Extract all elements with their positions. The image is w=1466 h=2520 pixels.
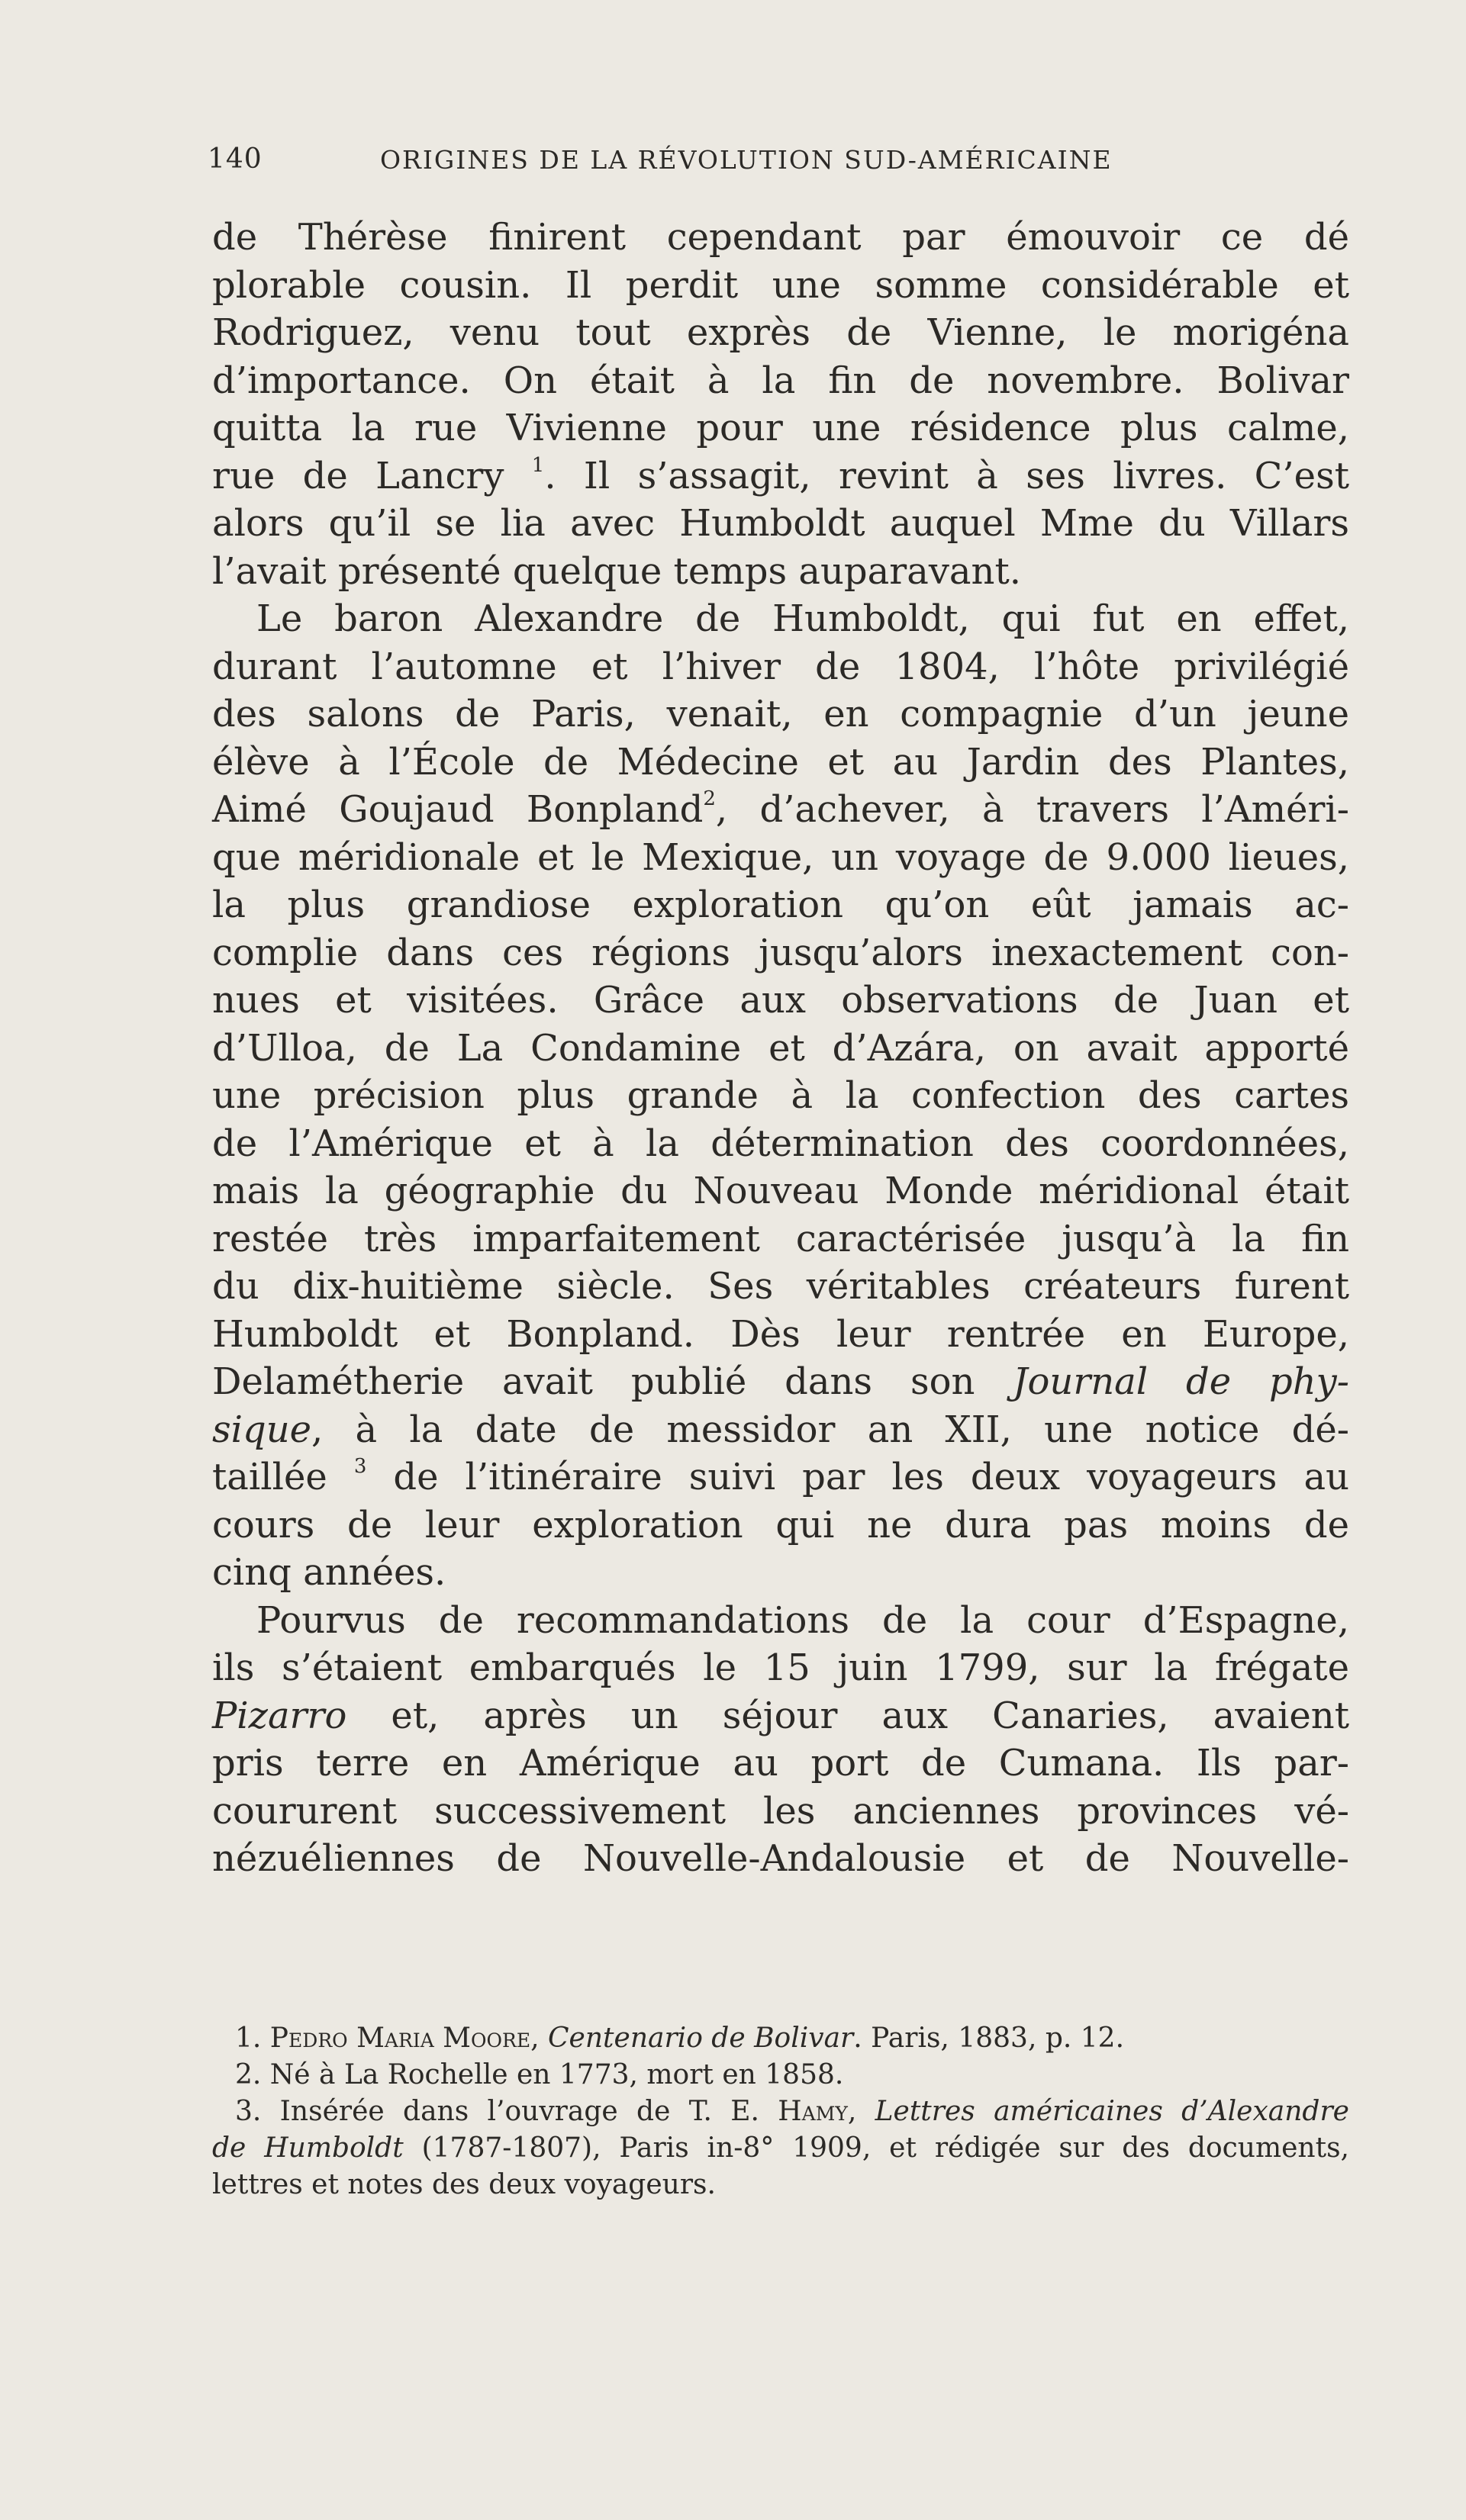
text-line: Humboldt et Bonpland. Dès leur rentrée en Europe,	[212, 1312, 1349, 1356]
text-segment: , à la date de messidor an XII, une notice dé-	[311, 1408, 1349, 1451]
text-segment: et, après un séjour aux Canaries, avaient	[346, 1694, 1349, 1737]
text-line: plorable cousin. Il perdit une somme considérable et	[212, 263, 1349, 307]
text-line	[212, 1358, 1349, 1406]
text-line	[212, 786, 1349, 834]
running-title: ORIGINES DE LA RÉVOLUTION SUD-AMÉRICAINE	[380, 145, 1113, 175]
text-line: ils s’étaient embarqués le 15 juin 1799, sur la frégate	[212, 1646, 1349, 1689]
text-line: l’avait présenté quelque temps auparavant.	[212, 549, 1022, 593]
paragraph-start: Pourvus de recommandations de la cour d’Espagne,	[256, 1598, 1349, 1642]
text-line: nues et visitées. Grâce aux observations de Juan et	[212, 979, 1349, 1022]
page-number: 140	[208, 143, 263, 175]
footnote-3	[212, 2094, 1349, 2130]
text-line	[212, 1453, 1349, 1501]
text-segment: , d’achever, à travers l’Améri-	[715, 788, 1350, 831]
text-line: durant l’automne et l’hiver de 1804, l’hôte privilégié	[212, 645, 1349, 688]
text-line: des salons de Paris, venait, en compagnie d’un jeune	[212, 693, 1349, 735]
text-line: une précision plus grande à la confection des cartes	[212, 1074, 1349, 1117]
text-line: de l’Amérique et à la détermination des coordonnées,	[212, 1122, 1349, 1165]
text-segment: . Paris, 1883, p. 12.	[853, 2023, 1125, 2054]
ship-name: Pizarro	[212, 1694, 347, 1737]
text-segment: . Il s’assagit, revint à ses livres. C’est	[544, 454, 1349, 497]
text-line: que méridionale et le Mexique, un voyage de 9.000 lieues,	[212, 835, 1349, 879]
footnote-title: de Humboldt	[212, 2132, 404, 2164]
journal-title: sique	[212, 1408, 312, 1451]
text-line: restée très imparfaitement caractérisée jusqu’à la fin	[212, 1217, 1349, 1260]
text-segment: ,	[530, 2023, 549, 2054]
text-segment: 3. Insérée dans l’ouvrage de T. E.	[235, 2096, 778, 2127]
footnote-title: Lettres américaines d’Alexandre	[875, 2096, 1349, 2127]
text-segment: Delamétherie avait publié dans son	[212, 1360, 1013, 1403]
footnotes	[212, 2020, 1349, 2203]
text-line: quitta la rue Vivienne pour une résidence plus calme,	[212, 407, 1349, 449]
text-line: d’Ulloa, de La Condamine et d’Azára, on avait apporté	[212, 1026, 1349, 1070]
text-line	[212, 452, 1349, 500]
text-segment: de l’itinéraire suivi par les deux voyageurs au	[366, 1456, 1350, 1498]
text-segment: Aimé Goujaud Bonpland	[212, 788, 704, 831]
text-line: mais la géographie du Nouveau Monde méridional était	[212, 1170, 1349, 1212]
text-line: d’importance. On était à la fin de novembre. Bolivar	[212, 359, 1349, 402]
text-line: cours de leur exploration qui ne dura pas moins de	[212, 1503, 1349, 1546]
paragraph-start: Le baron Alexandre de Humboldt, qui fut en effet,	[256, 597, 1349, 640]
text-line: nézuéliennes de Nouvelle-Andalousie et de Nouvelle-	[212, 1837, 1349, 1880]
footnote-title: Centenario de Bolivar	[548, 2023, 854, 2054]
footnote-author: Hamy	[778, 2096, 848, 2127]
footnote-2: 2. Né à La Rochelle en 1773, mort en 1858.	[235, 2059, 844, 2090]
text-line: coururent successivement les anciennes provinces vé-	[212, 1789, 1349, 1833]
footnote-1	[212, 2020, 1349, 2057]
footnote-number: 1.	[235, 2023, 270, 2054]
text-segment: ,	[847, 2096, 875, 2127]
text-line: du dix-huitième siècle. Ses véritables créateurs furent	[212, 1265, 1349, 1308]
text-line: alors qu’il se lia avec Humboldt auquel Mme du Villars	[212, 502, 1349, 545]
text-line: Rodriguez, venu tout exprès de Vienne, le morigéna	[212, 311, 1349, 354]
text-line	[212, 1406, 1349, 1454]
text-line: de Thérèse finirent cependant par émouvoir ce dé	[212, 216, 1349, 259]
footnote-ref-3: 3	[353, 1455, 367, 1478]
main-text	[212, 214, 1349, 1883]
text-line: pris terre en Amérique au port de Cumana. Ils par-	[212, 1742, 1349, 1785]
footnote-3-continued	[212, 2130, 1349, 2167]
footnote-ref-1: 1	[531, 453, 545, 477]
text-line: la plus grandiose exploration qu’on eût jamais ac-	[212, 883, 1349, 926]
text-segment: taillée	[212, 1456, 354, 1498]
text-segment: rue de Lancry	[212, 454, 532, 497]
footnote-3-continued: lettres et notes des deux voyageurs.	[212, 2169, 716, 2200]
text-segment: (1787-1807), Paris in-8° 1909, et rédigée sur des documents,	[403, 2132, 1349, 2164]
journal-title: Journal de phy-	[1013, 1360, 1350, 1403]
footnote-ref-2: 2	[703, 787, 716, 810]
footnote-author: Pedro Maria Moore	[269, 2023, 531, 2054]
text-line: élève à l’École de Médecine et au Jardin des Plantes,	[212, 740, 1349, 784]
text-line: complie dans ces régions jusqu’alors inexactement con-	[212, 931, 1349, 974]
text-line	[212, 1692, 1349, 1740]
running-header	[0, 143, 1466, 189]
text-line: cinq années.	[212, 1551, 446, 1594]
